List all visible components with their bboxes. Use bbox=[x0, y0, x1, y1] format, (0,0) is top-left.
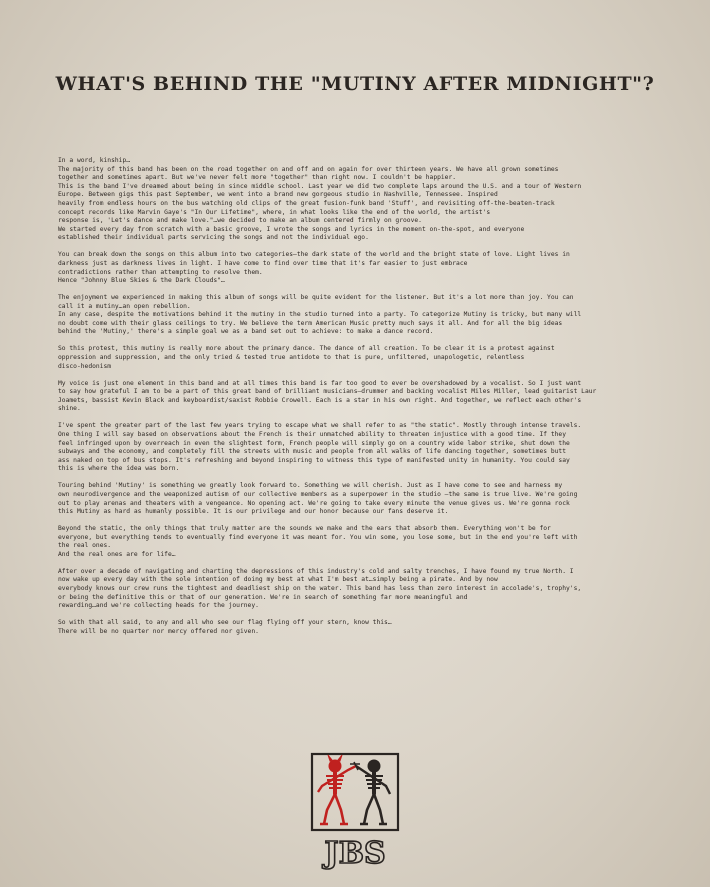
paragraph bbox=[58, 568, 654, 611]
page-title: WHAT'S BEHIND THE "MUTINY AFTER MIDNIGHT"? bbox=[55, 73, 655, 95]
text-line: This is the band I've dreamed about being in since middle school. Last year we did two complete laps around the U.S. and a tour of Western bbox=[58, 182, 582, 190]
paragraph bbox=[58, 251, 654, 285]
text-line: no doubt come with their glass ceilings to try. We believe the term American Music pretty much says it all. And for all the big ideas bbox=[58, 319, 563, 327]
text-line: Joamets, bassist Kevin Black and keyboardist/saxist Robbie Crowell. Each is a star in his own right. And together, we reflect each other's bbox=[58, 396, 582, 404]
black-skeleton-figure bbox=[356, 760, 390, 824]
text-line: contradictions rather than attempting to resolve them. bbox=[58, 268, 263, 276]
text-line: Touring behind 'Mutiny' is something we greatly look forward to. Something we will cherish. Just as I have come to see and harness my bbox=[58, 482, 563, 490]
text-line: Hence "Johnny Blue Skies & the Dark Clouds"… bbox=[58, 277, 225, 285]
text-line: The enjoyment we experienced in making this album of songs will be quite evident for the listener. But it's a lot more than joy. You can bbox=[58, 294, 574, 302]
text-line: After over a decade of navigating and charting the depressions of this industry's cold and salty trenches, I have found my true North. I bbox=[58, 567, 574, 575]
text-line: own neurodivergence and the weaponized autism of our collective members as a superpower in the studio —the same is true live. We're going bbox=[58, 490, 578, 498]
text-line: heavily from endless hours on the bus watching old clips of the great fusion-funk band 'Stuff', and revisiting off-the-beaten-track bbox=[58, 199, 555, 207]
text-line: oppression and suppression, and the only tried & tested true antidote to that is pure, unfiltered, unapologetic, relentless bbox=[58, 354, 525, 362]
paragraph bbox=[58, 619, 654, 636]
paragraph bbox=[58, 422, 654, 474]
text-line: subways and the economy, and completely fill the streets with music and people from all walks of life dancing together, sometimes butt bbox=[58, 448, 567, 456]
text-line: response is, 'Let's dance and make love."…we decided to make an album centered firmly on groove. bbox=[58, 217, 422, 225]
text-line: There will be no quarter nor mercy offered nor given. bbox=[58, 627, 259, 635]
text-line: In any case, despite the motivations behind it the mutiny in the studio turned into a party. To categorize Mutiny is tricky, but many will bbox=[58, 311, 582, 319]
red-skeleton-figure bbox=[318, 755, 356, 824]
paragraph bbox=[58, 345, 654, 371]
text-line: established their individual parts servicing the songs and not the individual ego. bbox=[58, 234, 369, 242]
text-line: Beyond the static, the only things that truly matter are the sounds we make and the ears that absorb them. Everything won't be for bbox=[58, 525, 551, 533]
text-line: Europe. Between gigs this past September, we went into a brand new gorgeous studio in Nashville, Tennessee. Inspired bbox=[58, 191, 498, 199]
text-line: the real ones. bbox=[58, 542, 112, 550]
letter-body bbox=[58, 157, 654, 645]
text-line: darkness just as darkness lives in light. I have come to find over time that it's far easier to just embrace bbox=[58, 259, 468, 267]
paragraph bbox=[58, 294, 654, 337]
text-line: behind the 'Mutiny,' there's a simple goal we as a band set out to achieve: to make a dance record. bbox=[58, 328, 434, 336]
text-line: So with that all said, to any and all who see our flag flying off your stern, know this… bbox=[58, 619, 392, 627]
text-line: ass naked on top of bus stops. It's refreshing and beyond inspiring to witness this type of manifested unity in humanity. You could say bbox=[58, 456, 570, 464]
text-line: to say how grateful I am to be a part of this great band of brilliant musicians—drummer and backing vocalist Miles Miller, lead guitarist Laur bbox=[58, 388, 597, 396]
text-line: now wake up every day with the sole intention of doing my best at what I'm best at…simply being a pirate. And by now bbox=[58, 576, 498, 584]
text-line: The majority of this band has been on the road together on and off and on again for over thirteen years. We have all grown sometimes bbox=[58, 165, 559, 173]
paragraph bbox=[58, 157, 654, 243]
text-line: concept records like Marvin Gaye's "In Our Lifetime", where, in what looks like the end of the world, the artist's bbox=[58, 208, 491, 216]
text-line: shine. bbox=[58, 405, 81, 413]
text-line: I've spent the greater part of the last few years trying to escape what we shall refer to as "the static". Mostly through intense travels. bbox=[58, 422, 582, 430]
text-line: or being the definitive this or that of our generation. We're in search of something far more meaningful and bbox=[58, 593, 468, 601]
text-line: You can break down the songs on this album into two categories—the dark state of the world and the bright state of love. Light lives in bbox=[58, 251, 570, 259]
jbs-skeleton-logo bbox=[310, 752, 400, 872]
text-line: call it a mutiny…an open rebellion. bbox=[58, 302, 191, 310]
text-line: In a word, kinship… bbox=[58, 157, 131, 164]
text-line: One thing I will say based on observations about the French is their unmatched ability to threaten injustice with a good time. If they bbox=[58, 430, 567, 438]
text-line: We started every day from scratch with a basic groove, I wrote the songs and lyrics in the moment on-the-spot, and everyone bbox=[58, 225, 525, 233]
text-line: everybody knows our crew runs the tightest and deadliest ship on the water. This band has less than zero interest in accolade's, trophy's, bbox=[58, 585, 582, 593]
text-line: this is where the idea was born. bbox=[58, 465, 180, 473]
text-line: feel infringed upon by overreach in even the slightest form, French people will simply go on a country wide labor strike, shut down the bbox=[58, 439, 570, 447]
text-line: disco-hedonism bbox=[58, 362, 112, 370]
text-line: So this protest, this mutiny is really more about the primary dance. The dance of all creation. To be clear it is a protest against bbox=[58, 345, 555, 353]
text-line: together and sometimes apart. But we've never felt more "together" than right now. I couldn't be happier. bbox=[58, 174, 457, 182]
logo-monogram: JBS bbox=[324, 836, 386, 871]
text-line: out to play arenas and theaters with a vengeance. No opening act. We're going to take every minute the venue gives us. We're gonna rock bbox=[58, 499, 570, 507]
text-line: And the real ones are for life… bbox=[58, 550, 176, 558]
text-line: this Mutiny as hard as humanly possible. It is our privilege and our honor because our fans deserve it. bbox=[58, 508, 449, 516]
paragraph bbox=[58, 482, 654, 516]
paragraph bbox=[58, 380, 654, 414]
text-line: My voice is just one element in this band and at all times this band is far too good to ever be overshadowed by a vocalist. So I just want bbox=[58, 379, 582, 387]
paragraph bbox=[58, 525, 654, 559]
text-line: everyone, but everything tends to eventually find everyone it was meant for. You win some, you lose some, but in the end you're left with bbox=[58, 533, 578, 541]
text-line: rewarding…and we're collecting heads for the journey. bbox=[58, 602, 259, 610]
